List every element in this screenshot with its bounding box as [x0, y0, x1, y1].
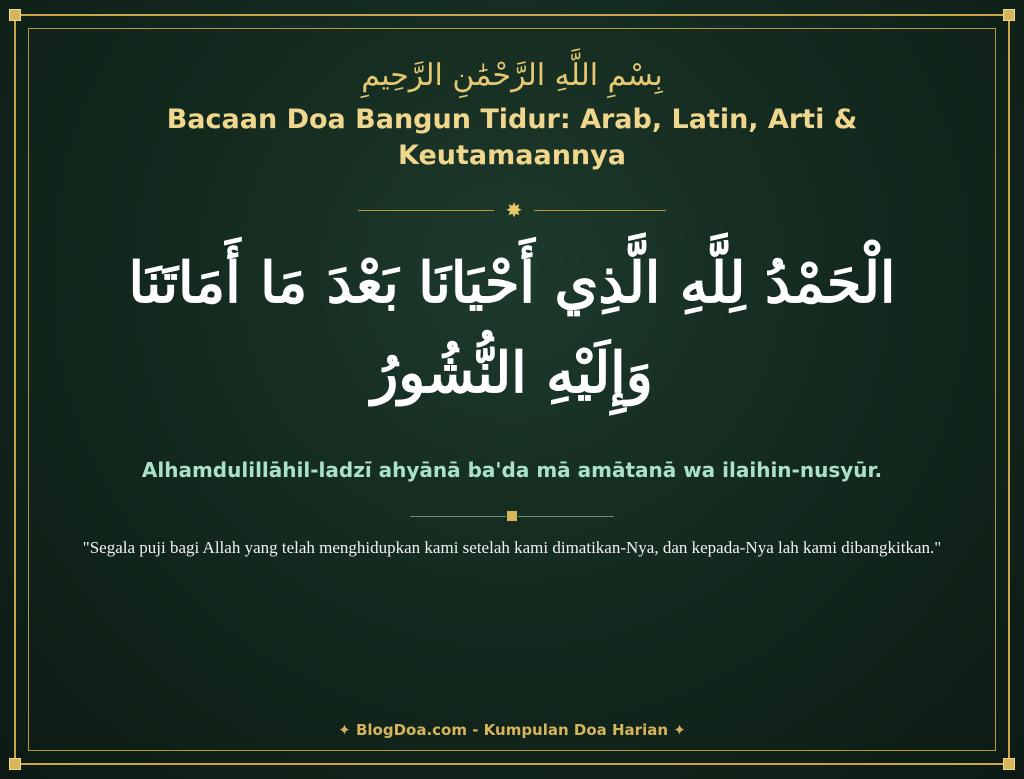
card-content [40, 40, 984, 739]
divider-line [358, 210, 494, 211]
star-ornament-icon: ✸ [505, 198, 523, 222]
small-divider [40, 508, 984, 524]
diamond-icon [507, 511, 517, 521]
corner-ornament-icon [9, 758, 21, 770]
corner-ornament-icon [1003, 758, 1015, 770]
arabic-prayer-text: الْحَمْدُ لِلَّهِ الَّذِي أَحْيَانَا بَعْدَ مَا أَمَاتَنَا وَإِلَيْهِ النُّشُورُ [128, 250, 896, 406]
bismillah-heading: بِسْمِ اللَّهِ الرَّحْمَٰنِ الرَّحِيمِ [361, 58, 663, 93]
divider-line [534, 210, 666, 211]
ornament-divider [40, 198, 984, 222]
footer-credit: ✦ BlogDoa.com - Kumpulan Doa Harian ✦ [338, 721, 686, 739]
corner-ornament-icon [1003, 9, 1015, 21]
divider-line [518, 516, 614, 517]
corner-ornament-icon [9, 9, 21, 21]
divider-line [410, 516, 506, 517]
latin-transliteration: Alhamdulillāhil-ladzī ahyānā ba'da mā amātanā wa ilaihin-nusyūr. [141, 458, 883, 482]
translation-text: "Segala puji bagi Allah yang telah menghidupkan kami setelah kami dimatikan-Nya, dan kepada-Nya lah kami dibangkitkan." [82, 538, 942, 557]
page-title: Bacaan Doa Bangun Tidur: Arab, Latin, Arti & Keutamaannya [166, 104, 858, 171]
